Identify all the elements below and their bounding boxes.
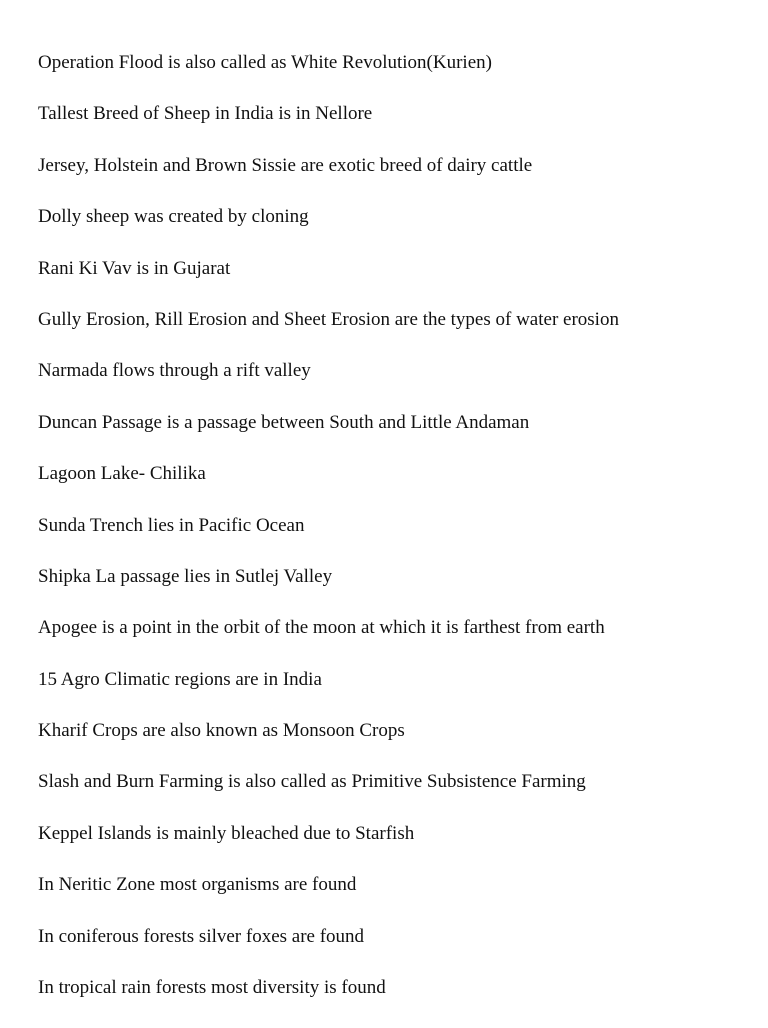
fact-line: Operation Flood is also called as White Revolution(Kurien) xyxy=(38,52,492,73)
fact-line: Dolly sheep was created by cloning xyxy=(38,206,309,228)
fact-line: In Neritic Zone most organisms are found xyxy=(38,874,357,896)
fact-line: Jersey, Holstein and Brown Sissie are exotic breed of dairy cattle xyxy=(38,154,533,176)
fact-list xyxy=(38,52,738,1028)
fact-line: Gully Erosion, Rill Erosion and Sheet Erosion are the types of water erosion xyxy=(38,308,619,330)
fact-line: Shipka La passage lies in Sutlej Valley xyxy=(38,565,333,587)
fact-line: Sunda Trench lies in Pacific Ocean xyxy=(38,514,305,536)
fact-line: Narmada flows through a rift valley xyxy=(38,360,311,382)
fact-line: Duncan Passage is a passage between South and Little Andaman xyxy=(38,411,530,433)
fact-line: In coniferous forests silver foxes are found xyxy=(38,925,365,947)
fact-line: Rani Ki Vav is in Gujarat xyxy=(38,257,231,279)
fact-line: 15 Agro Climatic regions are in India xyxy=(38,668,322,690)
fact-line: Slash and Burn Farming is also called as Primitive Subsistence Farming xyxy=(38,771,586,793)
fact-line: Apogee is a point in the orbit of the moon at which it is farthest from earth xyxy=(38,617,605,639)
fact-line: Keppel Islands is mainly bleached due to Starfish xyxy=(38,822,415,844)
fact-line: Tallest Breed of Sheep in India is in Nellore xyxy=(38,103,373,125)
fact-line: Lagoon Lake- Chilika xyxy=(38,463,206,485)
fact-line: Kharif Crops are also known as Monsoon Crops xyxy=(38,720,405,742)
fact-line: In tropical rain forests most diversity is found xyxy=(38,977,386,999)
